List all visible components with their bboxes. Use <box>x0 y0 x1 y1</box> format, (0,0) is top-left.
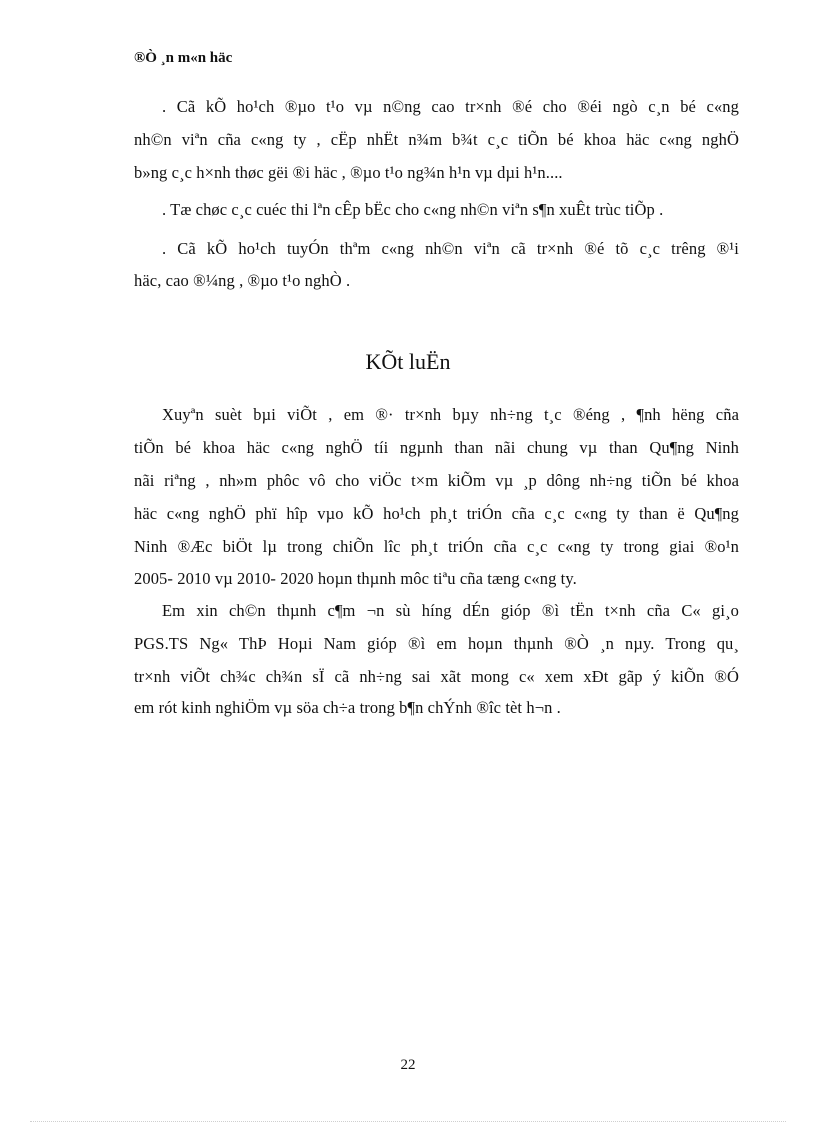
page-bottom-divider <box>30 1121 786 1122</box>
paragraph-line: . Cã kÕ ho¹ch tuyÓn thªm c«ng nh©n viªn cã tr×nh ®é tõ c¸c trêng ®¹i <box>162 239 739 258</box>
paragraph-line: b»ng c¸c h×nh thøc gëi ®i häc , ®µo t¹o ng¾n h¹n vµ dµi h¹n.... <box>134 163 563 182</box>
paragraph-line: . Tæ chøc c¸c cuéc thi lªn cÊp bËc cho c«ng nh©n viªn s¶n xuÊt trùc tiÕp . <box>162 200 664 219</box>
paragraph-line: Em xin ch©n thµnh c¶m ¬n sù híng dÉn gióp ®ì tËn t×nh cña C« gi¸o <box>162 601 739 620</box>
paragraph-line: nãi riªng , nh»m phôc vô cho viÖc t×m kiÕm vµ ¸p dông nh÷ng tiÕn bé khoa <box>134 471 739 490</box>
paragraph-line: häc c«ng nghÖ phï hîp vµo kÕ ho¹ch ph¸t triÓn cña c¸c c«ng ty than ë Qu¶ng <box>134 504 739 523</box>
paragraph-line: häc, cao ®¼ng , ®µo t¹o nghÒ . <box>134 271 351 290</box>
paragraph-line: em rót kinh nghiÖm vµ söa ch÷a trong b¶n chÝnh ®îc tèt h¬n . <box>134 698 561 717</box>
paragraph-line: tiÕn bé khoa häc c«ng nghÖ tíi ngµnh than nãi chung vµ than Qu¶ng Ninh <box>134 438 739 457</box>
section-title: KÕt luËn <box>365 349 451 374</box>
paragraph-line: PGS.TS Ng« ThÞ Hoµi Nam gióp ®ì em hoµn thµnh ®Ò ¸n nµy. Trong qu¸ <box>134 634 739 653</box>
page-header: ®Ò ¸n m«n häc <box>134 50 233 66</box>
paragraph-line: nh©n viªn cña c«ng ty , cËp nhËt n¾m b¾t c¸c tiÕn bé khoa häc c«ng nghÖ <box>134 130 739 149</box>
paragraph-line: 2005- 2010 vµ 2010- 2020 hoµn thµnh môc tiªu cña tæng c«ng ty. <box>134 569 577 588</box>
paragraph-line: Xuyªn suèt bµi viÕt , em ®· tr×nh bµy nh÷ng t¸c ®éng , ¶nh hëng cña <box>162 405 739 424</box>
page-number: 22 <box>400 1057 416 1073</box>
paragraph-line: Ninh ®Æc biÖt lµ trong chiÕn lîc ph¸t triÓn cña c¸c c«ng ty trong giai ®o¹n <box>134 537 739 556</box>
paragraph-line: tr×nh viÕt ch¾c ch¾n sÏ cã nh÷ng sai xãt mong c« xem xÐt gãp ý kiÕn ®Ó <box>134 667 739 686</box>
paragraph-line: . Cã kÕ ho¹ch ®µo t¹o vµ n©ng cao tr×nh ®é cho ®éi ngò c¸n bé c«ng <box>162 97 739 116</box>
